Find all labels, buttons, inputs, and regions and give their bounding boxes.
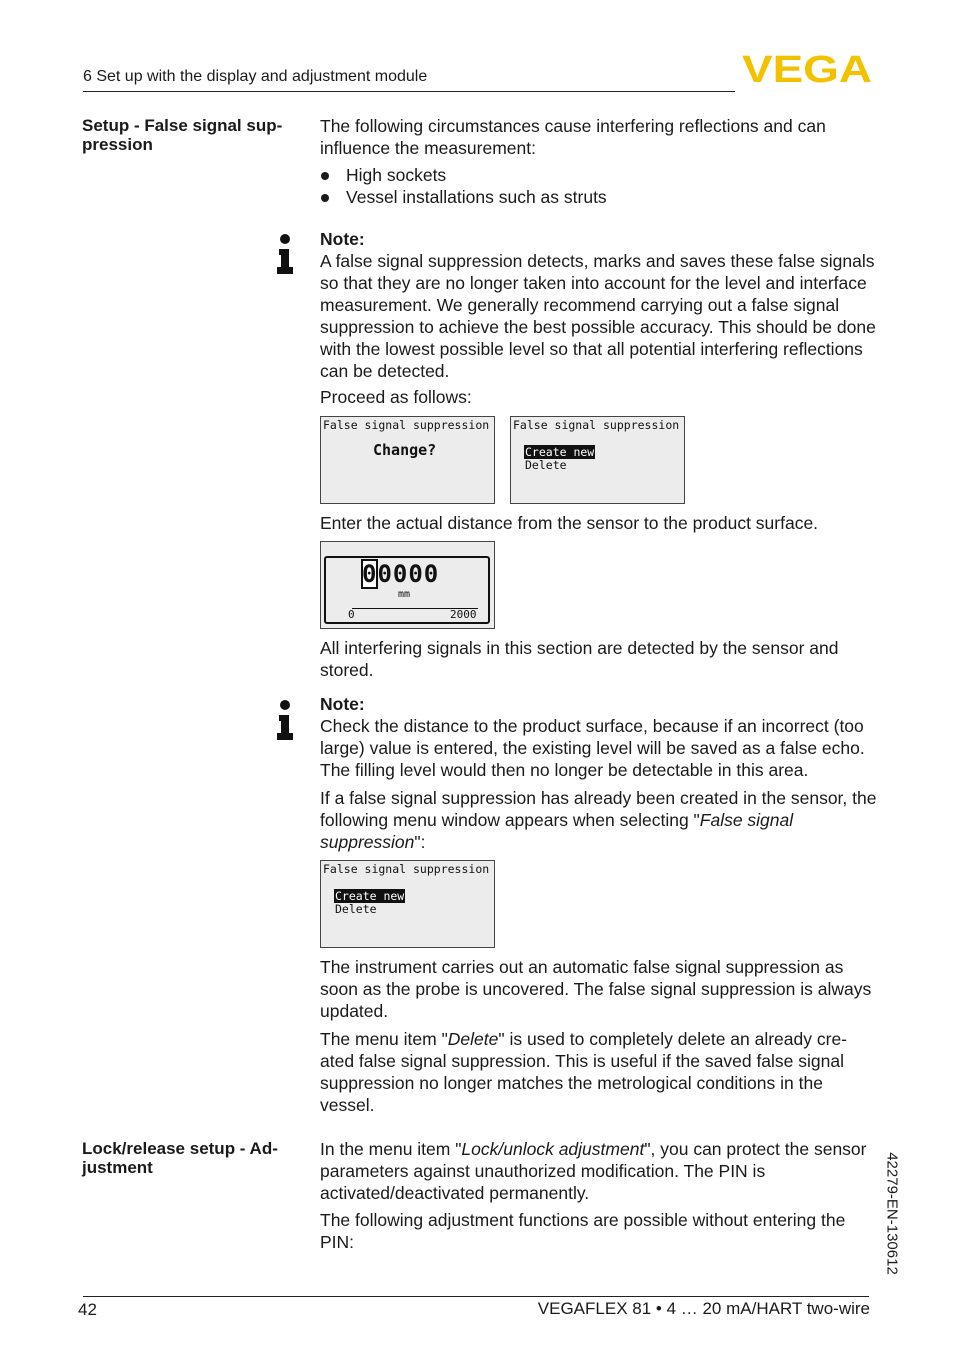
note-heading: Note: (320, 229, 365, 249)
lcd-menu-screen-existing (320, 860, 495, 948)
footer-divider (83, 1296, 869, 1297)
header-divider (83, 91, 735, 92)
lock-paragraph: In the menu item "Lock/unlock adjustment", you can protect the sensor parameters against unauthorized modification. The PIN is activated/deactivated permanently. (320, 1139, 867, 1203)
proceed-text: Proceed as follows: (320, 387, 472, 407)
vega-logo (742, 52, 872, 84)
info-icon (276, 234, 294, 274)
note-heading: Note: (320, 694, 365, 714)
lcd-menu-item-create-new: Create new (335, 889, 405, 903)
lcd-title: False signal suppression (323, 862, 490, 876)
note-1 (320, 228, 880, 382)
lcd-prompt: Change? (373, 441, 437, 459)
list-item: Vessel installations such as struts (320, 186, 860, 208)
lcd-menu-screen (510, 416, 685, 504)
lcd-title: False signal suppression (323, 418, 490, 432)
document-code: 42279-EN-130612 (883, 1152, 901, 1275)
lcd-menu-item-delete: Delete (335, 902, 377, 916)
enter-distance-text: Enter the actual distance from the sensor to the product surface. (320, 513, 819, 533)
lcd-change-screen (320, 416, 495, 504)
lcd-scale-max: 2000 (450, 608, 477, 621)
page-number: 42 (78, 1300, 97, 1319)
lcd-distance-value: 00000 (362, 560, 440, 588)
detected-text: All interfering signals in this section are detected by the sensor and stored. (320, 638, 839, 680)
lcd-scale-min: 0 (348, 608, 355, 621)
bullet-list (320, 164, 860, 208)
footer-product: VEGAFLEX 81 • 4 … 20 mA/HART two-wire (537, 1299, 870, 1318)
lcd-title: False signal suppression (513, 418, 680, 432)
running-header: 6 Set up with the display and adjustment module (83, 68, 428, 85)
delete-item-text: The menu item "Delete" is used to completely delete an already cre-ated false signal suppression. This is useful if the saved false signal suppression no longer matches the metrological conditions in the vessel. (320, 1029, 848, 1115)
section-title-false-signal: Setup - False signal sup- pression (82, 116, 283, 154)
intro-paragraph: The following circumstances cause interfering reflections and can influence the measurement: (320, 116, 826, 158)
lcd-menu-item-delete: Delete (525, 458, 567, 472)
pin-functions-text: The following adjustment functions are possible without entering the PIN: (320, 1210, 846, 1252)
already-created-text: If a false signal suppression has already been created in the sensor, the following menu window appears when selecting "False signal suppression": (320, 788, 877, 852)
note-text: A false signal suppression detects, marks and saves these false signals so that they are no longer taken into account for the level and interface measurement. We generally recommend carrying out a false signal suppression to achieve the best possible accuracy. This should be done with the lowest possible level so that all potential interfering reflections can be detected. (320, 251, 876, 381)
lcd-distance-screen (320, 541, 495, 629)
section-title-lock-release: Lock/release setup - Ad- justment (82, 1139, 278, 1177)
lcd-menu-item-create-new: Create new (525, 445, 595, 459)
lcd-cursor: 0 (362, 560, 378, 588)
svg-text:VEGA: VEGA (742, 52, 872, 84)
note-2 (320, 693, 880, 781)
list-item: High sockets (320, 164, 860, 186)
note-text: Check the distance to the product surface, because if an incorrect (too large) value is entered, the existing level will be saved as a false echo. The filling level would then no longer be detectable in this area. (320, 716, 865, 780)
info-icon (276, 700, 294, 740)
lcd-unit: mm (398, 589, 411, 600)
auto-suppression-text: The instrument carries out an automatic false signal suppression as soon as the probe is uncovered. The false signal suppression is always updated. (320, 957, 872, 1021)
